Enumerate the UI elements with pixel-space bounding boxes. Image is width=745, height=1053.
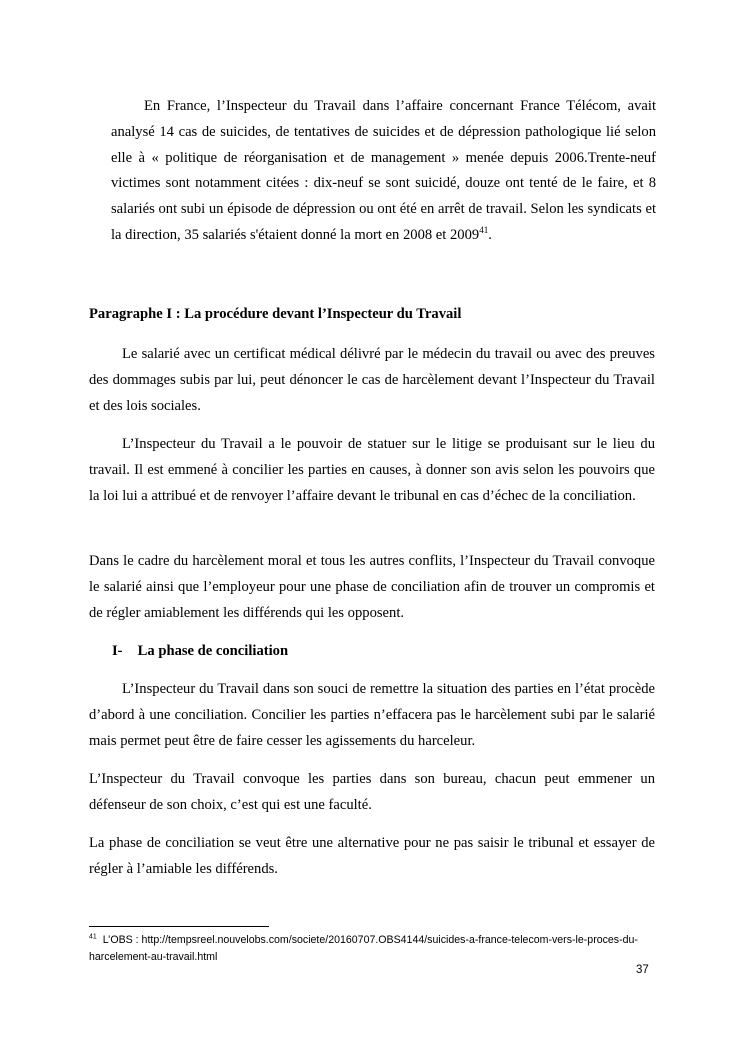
body-paragraph-2: L’Inspecteur du Travail a le pouvoir de statuer sur le litige se produisant sur le lieu du travail. Il est emmené à concilier les parties en causes, à donner son avis selon les pouvoirs que la loi lui a attribué et de renvoyer l’affaire devant le tribunal en cas d’échec de la conciliation. [89, 436, 655, 504]
body-paragraph-4: L’Inspecteur du Travail dans son souci de remettre la situation des parties en l’état procède d’abord à une conciliation. Concilier les parties n’effacera pas le harcèlement subi par le salarié mais permet peut être de faire cesser les agissements du harceleur. [89, 681, 655, 749]
quote-paragraph [111, 94, 656, 249]
quote-text: En France, l’Inspecteur du Travail dans l’affaire concernant France Télécom, avait analysé 14 cas de suicides, de tentatives de suicides et de dépression pathologique lié selon elle à « politique de réorganisation et de management » menée depuis 2006.Trente-neuf victimes sont notamment citées : dix-neuf se sont suicidé, douze ont tenté de le faire, et 8 salariés ont subi un épisode de dépression ou ont été en arrêt de travail. Selon les syndicats et la direction, 35 salariés s'étaient donné la mort en 2008 et 2009 [111, 98, 656, 243]
section-heading: Paragraphe I : La procédure devant l’Inspecteur du Travail [89, 306, 462, 322]
body-paragraph-1: Le salarié avec un certificat médical délivré par le médecin du travail ou avec des preuves des dommages subis par lui, peut dénoncer le cas de harcèlement devant l’Inspecteur du Travail et des lois sociales. [89, 346, 655, 414]
subsection-heading [112, 643, 288, 660]
body-paragraph-6: La phase de conciliation se veut être une alternative pour ne pas saisir le tribunal et essayer de régler à l’amiable les différends. [89, 835, 655, 877]
footnote [89, 932, 669, 965]
footnote-divider [89, 926, 269, 927]
footnote-reference[interactable]: 41 [479, 225, 489, 236]
subsection-title: La phase de conciliation [137, 643, 289, 659]
body-paragraph-5: L’Inspecteur du Travail convoque les parties dans son bureau, chacun peut emmener un défenseur de son choix, c’est qui est une faculté. [89, 771, 655, 813]
subsection-number: I- [112, 643, 123, 659]
page-number: 37 [636, 964, 649, 976]
quote-trailing: . [488, 226, 492, 243]
footnote-number: 41 [89, 933, 97, 941]
footnote-text: L’OBS : http://tempsreel.nouvelobs.com/societe/20160707.OBS4144/suicides-a-france-telecom-vers-le-proces-du-harcelement-au-travail.html [89, 934, 638, 963]
body-paragraph-3: Dans le cadre du harcèlement moral et tous les autres conflits, l’Inspecteur du Travail convoque le salarié ainsi que l’employeur pour une phase de conciliation afin de trouver un compromis et de régler amiablement les différends qui les opposent. [89, 553, 655, 621]
